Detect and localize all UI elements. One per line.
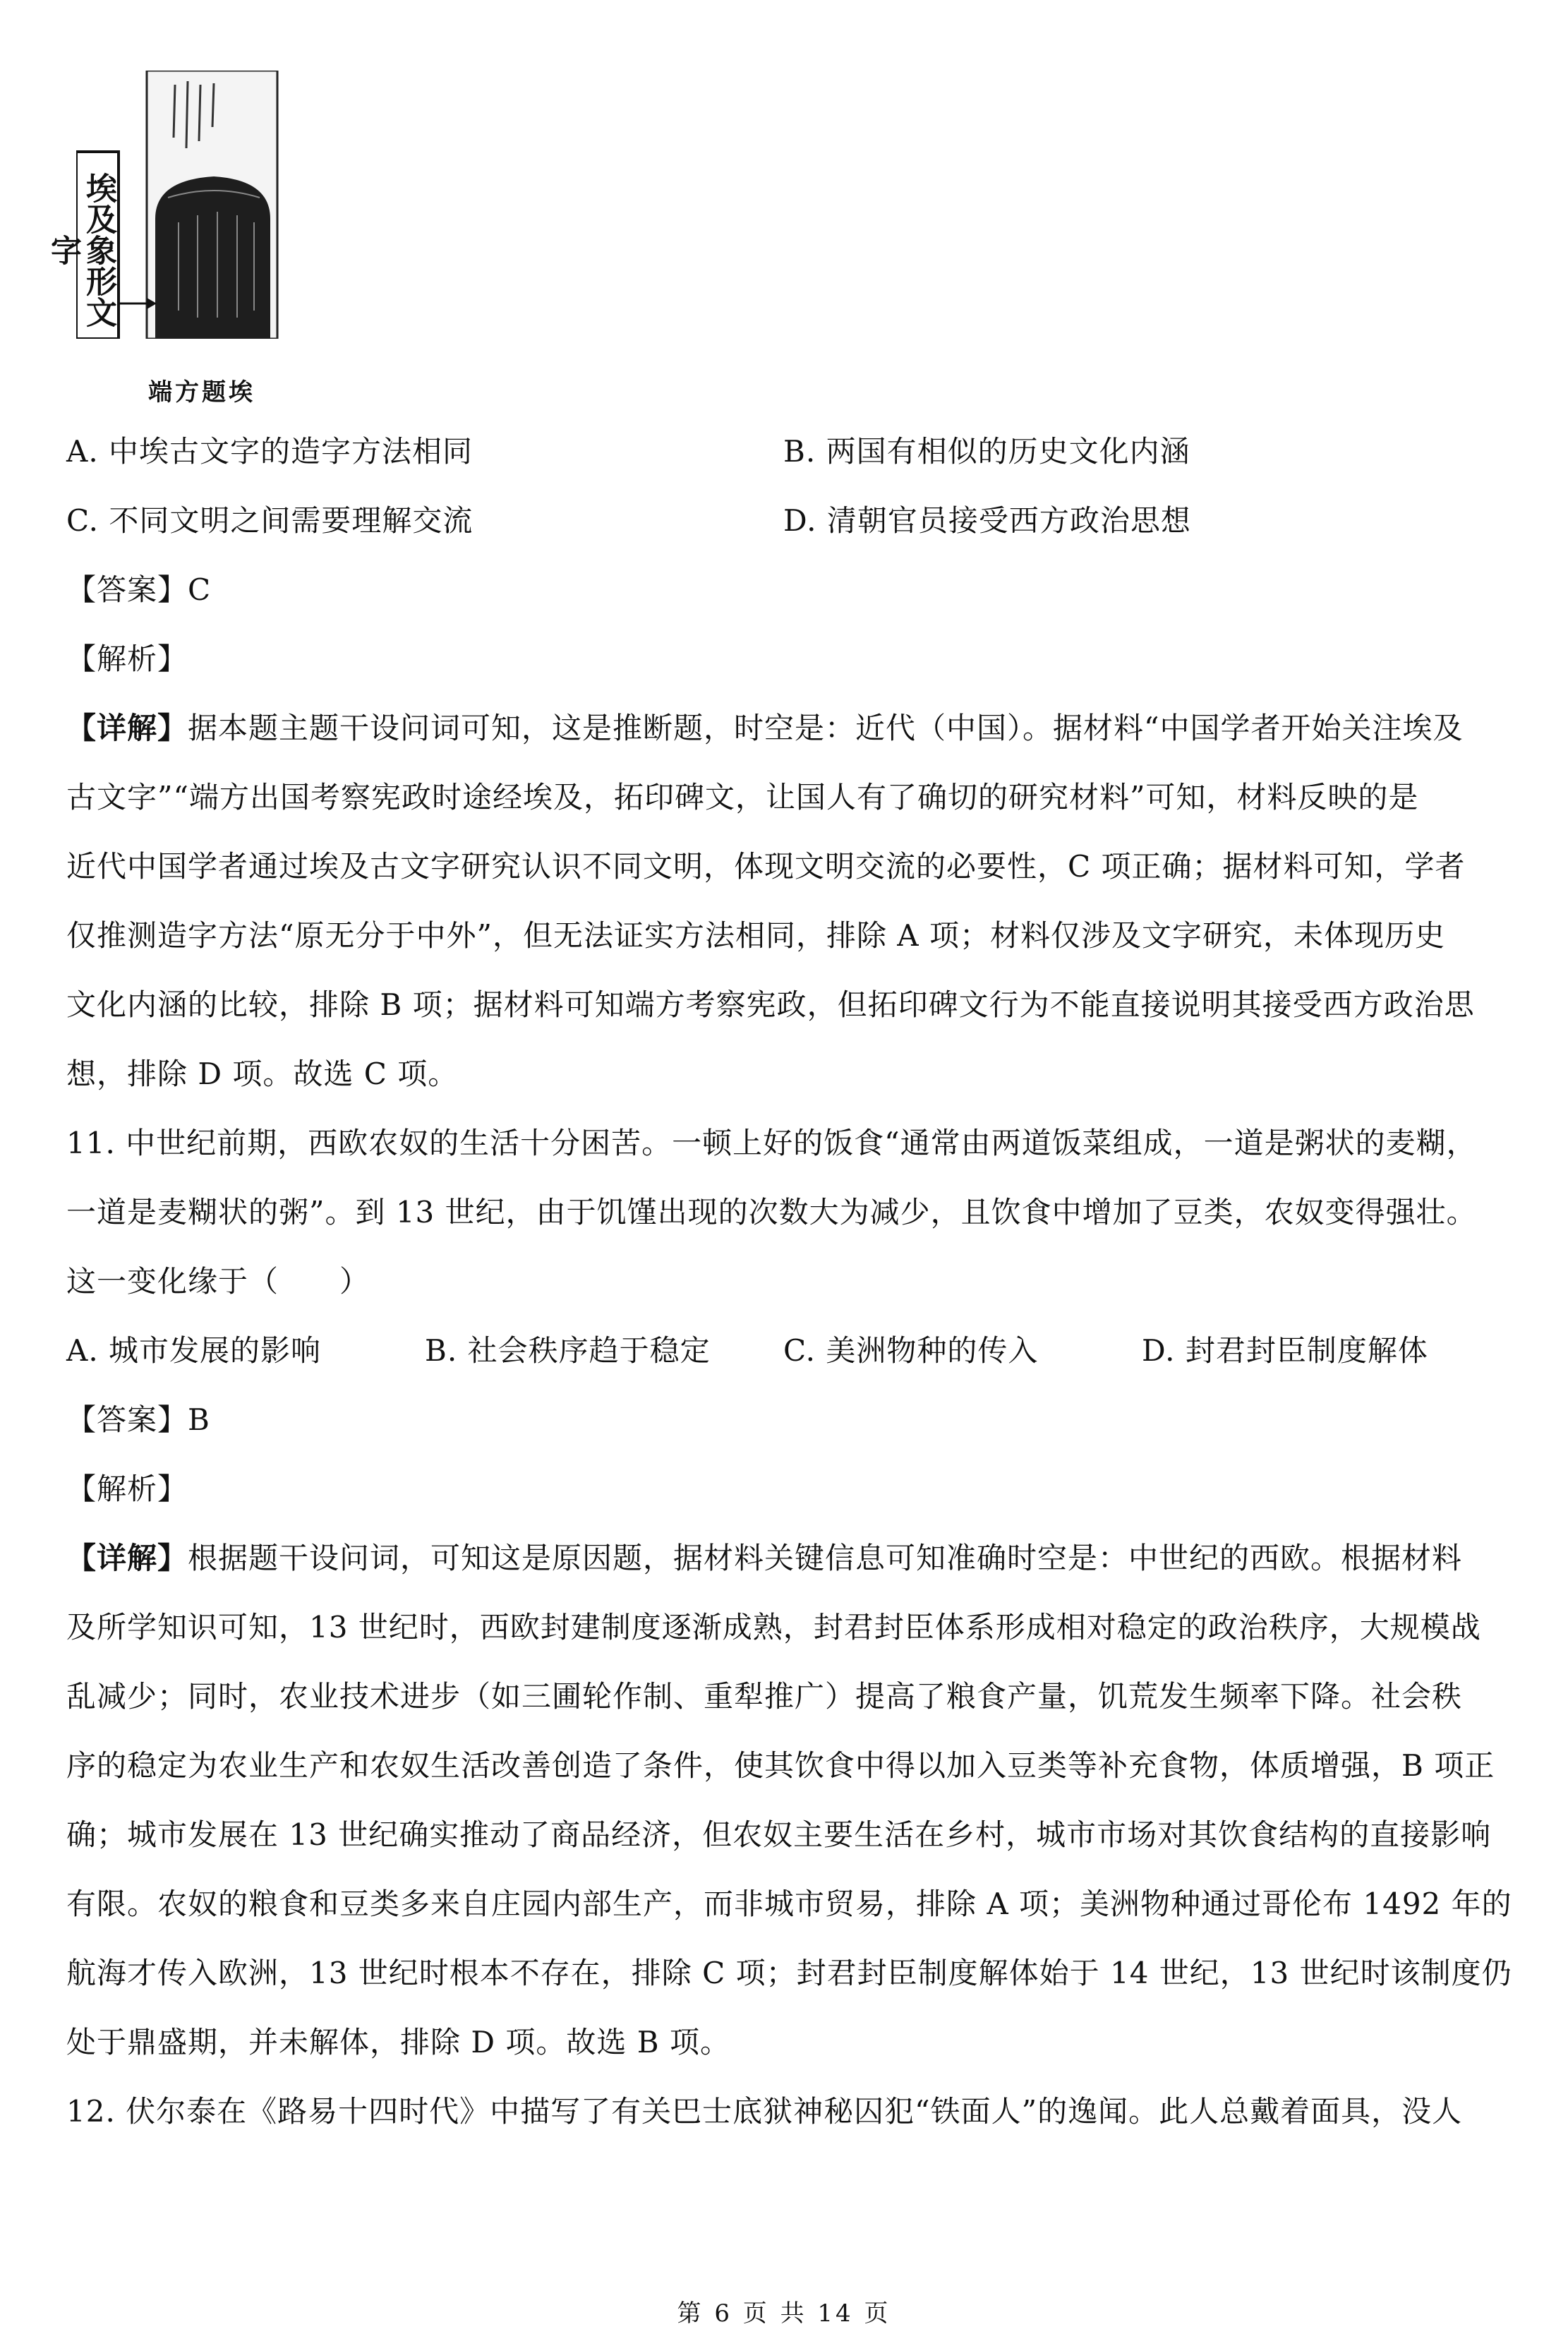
q10-detail-line-1: 【详解】据本题主题干设问词可知，这是推断题，时空是：近代（中国）。据材料“中国学者开始关注埃及 — [66, 711, 1464, 745]
q11-detail-line-4: 序的稳定为农业生产和农奴生活改善创造了条件，使其饮食中得以加入豆类等补充食物，体质增强，B 项正 — [66, 1748, 1495, 1783]
q11-option-c: C. 美洲物种的传入 — [783, 1333, 1039, 1368]
q11-stem-line-2: 一道是麦糊状的粥”。到 13 世纪，由于饥馑出现的次数大为减少，且饮食中增加了豆类，农奴变得强壮。 — [66, 1195, 1477, 1229]
q11-detail-line-3: 乱减少；同时，农业技术进步（如三圃轮作制、重犁推广）提高了粮食产量，饥荒发生频率下降。社会秩 — [66, 1679, 1463, 1714]
q11-detail-line-5: 确；城市发展在 13 世纪确实推动了商品经济，但农奴主要生活在乡村，城市市场对其饮食结构的直接影响 — [66, 1817, 1492, 1852]
q11-detail-line-8: 处于鼎盛期，并未解体，排除 D 项。故选 B 项。 — [66, 2025, 730, 2059]
q11-option-b: B. 社会秩序趋于稳定 — [425, 1333, 711, 1368]
q10-option-d: D. 清朝官员接受西方政治思想 — [783, 503, 1191, 538]
q11-stem-line-3: 这一变化缘于（ ） — [66, 1264, 370, 1299]
q11-detail-line-2: 及所学知识可知，13 世纪时，西欧封建制度逐渐成熟，封君封臣体系形成相对稳定的政治秩序，大规模战 — [66, 1610, 1481, 1644]
q10-detail-line-5: 文化内涵的比较，排除 B 项；据材料可知端方考察宪政，但拓印碑文行为不能直接说明其接受西方政治思 — [66, 987, 1475, 1022]
q10-detail-line-2: 古文字”“端方出国考察宪政时途经埃及，拓印碑文，让国人有了确切的研究材料”可知，材料反映的是 — [66, 780, 1419, 814]
page-footer: 第 6 页 共 14 页 — [677, 2299, 891, 2328]
q11-analysis-heading: 【解析】 — [66, 1472, 188, 1506]
q10-analysis-heading: 【解析】 — [66, 642, 188, 676]
q10-answer: 【答案】C — [66, 572, 212, 607]
q11-answer: 【答案】B — [66, 1402, 210, 1437]
q10-detail-line-6: 想，排除 D 项。故选 C 项。 — [66, 1057, 459, 1091]
q10-option-b: B. 两国有相似的历史文化内涵 — [783, 434, 1190, 469]
q11-detail-line-1: 【详解】根据题干设问词，可知这是原因题，据材料关键信息可知准确时空是：中世纪的西欧。根据材料 — [66, 1541, 1463, 1575]
q11-stem-line-1: 11. 中世纪前期，西欧农奴的生活十分困苦。一顿上好的饭食“通常由两道饭菜组成，一道是粥状的麦糊， — [66, 1126, 1477, 1160]
figure-caption: 端方题埃 — [148, 378, 255, 407]
q10-option-c: C. 不同文明之间需要理解交流 — [66, 503, 474, 538]
q11-detail-line-7: 航海才传入欧洲，13 世纪时根本不存在，排除 C 项；封君封臣制度解体始于 14 世纪，13 世纪时该制度仍 — [66, 1956, 1512, 1990]
q10-detail-line-4: 仅推测造字方法“原无分于中外”，但无法证实方法相同，排除 A 项；材料仅涉及文字研究，未体现历史 — [66, 918, 1445, 953]
q10-detail-line-3: 近代中国学者通过埃及古文字研究认识不同文明，体现文明交流的必要性，C 项正确；据材料可知，学者 — [66, 849, 1466, 884]
stele-rubbing-figure — [45, 71, 288, 339]
figure-label: 埃及象形文字 — [45, 172, 116, 327]
q12-stem-line-1: 12. 伏尔泰在《路易十四时代》中描写了有关巴士底狱神秘囚犯“铁面人”的逸闻。此人总戴着面具，没人 — [66, 2094, 1463, 2129]
q11-detail-line-6: 有限。农奴的粮食和豆类多来自庄园内部生产，而非城市贸易，排除 A 项；美洲物种通过哥伦布 1492 年的 — [66, 1887, 1512, 1921]
q11-option-a: A. 城市发展的影响 — [66, 1333, 322, 1368]
q10-option-a: A. 中埃古文字的造字方法相同 — [66, 434, 474, 469]
q11-option-d: D. 封君封臣制度解体 — [1142, 1333, 1428, 1368]
